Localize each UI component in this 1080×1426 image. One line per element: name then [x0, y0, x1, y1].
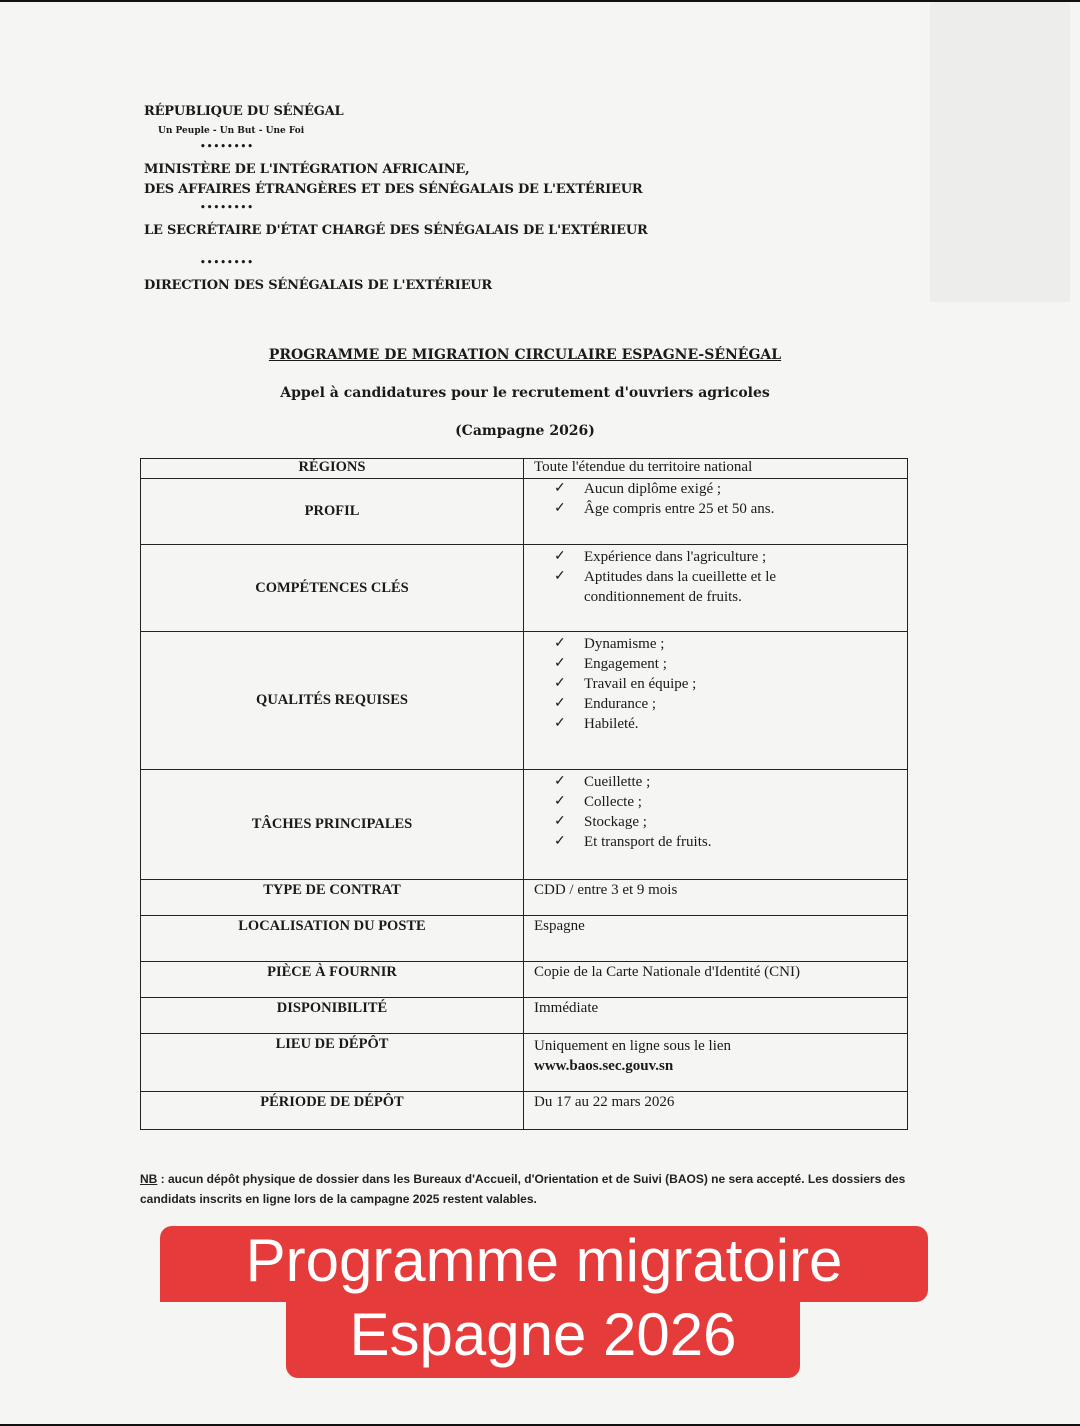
row-label: PROFIL	[141, 479, 524, 545]
check-icon: ✓	[554, 481, 566, 496]
row-label: QUALITÉS REQUISES	[141, 632, 524, 770]
row-value	[524, 479, 908, 545]
separator-stars: ••••••••	[200, 203, 255, 213]
row-value: Toute l'étendue du territoire national	[524, 459, 908, 479]
table-row	[141, 962, 908, 998]
table-row	[141, 459, 908, 479]
row-value	[524, 1034, 908, 1092]
check-icon: ✓	[554, 549, 566, 564]
secretary-heading: LE SECRÉTAIRE D'ÉTAT CHARGÉ DES SÉNÉGALAIS DE L'EXTÉRIEUR	[144, 223, 648, 238]
check-icon: ✓	[554, 794, 566, 809]
row-value: Copie de la Carte Nationale d'Identité (CNI)	[524, 962, 908, 998]
table-row	[141, 880, 908, 916]
program-title: PROGRAMME DE MIGRATION CIRCULAIRE ESPAGNE-SÉNÉGAL	[268, 347, 782, 363]
footnote-key: NB	[140, 1172, 158, 1186]
row-label: PÉRIODE DE DÉPÔT	[141, 1092, 524, 1130]
check-list	[524, 479, 907, 519]
row-label: TÂCHES PRINCIPALES	[141, 770, 524, 880]
table-row	[141, 998, 908, 1034]
footnote-text: : aucun dépôt physique de dossier dans les Bureaux d'Accueil, d'Orientation et de Suivi (BAOS) ne sera accepté. Les dossiers des candidats inscrits en ligne lors de la campagne 2025 restent valables.	[140, 1172, 906, 1206]
table-row	[141, 1092, 908, 1130]
check-icon: ✓	[554, 814, 566, 829]
list-item: ✓ Âge compris entre 25 et 50 ans.	[554, 501, 775, 517]
list-item: ✓ Travail en équipe ;	[554, 676, 697, 692]
check-icon: ✓	[554, 569, 566, 584]
separator-stars: ••••••••	[200, 258, 255, 268]
list-item: ✓ Dynamisme ;	[554, 636, 665, 652]
ministry-line-1: MINISTÈRE DE L'INTÉGRATION AFRICAINE,	[144, 162, 470, 177]
footnote	[140, 1169, 915, 1209]
table-row	[141, 1034, 908, 1092]
check-icon: ✓	[554, 716, 566, 731]
list-item: ✓ Collecte ;	[554, 794, 642, 810]
check-icon: ✓	[554, 656, 566, 671]
background-smudge	[930, 2, 1070, 302]
check-list	[524, 547, 907, 607]
row-value	[524, 545, 908, 632]
row-label: LIEU DE DÉPÔT	[141, 1034, 524, 1092]
check-icon: ✓	[554, 774, 566, 789]
deposit-url: www.baos.sec.gouv.sn	[534, 1058, 674, 1074]
list-item: ✓ Expérience dans l'agriculture ;	[554, 549, 767, 565]
national-motto: Un Peuple - Un But - Une Foi	[158, 126, 305, 136]
row-value: CDD / entre 3 et 9 mois	[524, 880, 908, 916]
row-value: Immédiate	[524, 998, 908, 1034]
call-subtitle: Appel à candidatures pour le recrutement d'ouvriers agricoles	[280, 385, 770, 401]
check-icon: ✓	[554, 636, 566, 651]
caption-banner-line-1: Programme migratoire	[160, 1226, 928, 1302]
row-value	[524, 770, 908, 880]
list-item: ✓ Aucun diplôme exigé ;	[554, 481, 722, 497]
check-icon: ✓	[554, 676, 566, 691]
list-item: conditionnement de fruits.	[584, 589, 742, 605]
row-label: DISPONIBILITÉ	[141, 998, 524, 1034]
row-label: COMPÉTENCES CLÉS	[141, 545, 524, 632]
campaign-year: (Campagne 2026)	[455, 423, 595, 439]
list-item: ✓ Et transport de fruits.	[554, 834, 712, 850]
check-icon: ✓	[554, 501, 566, 516]
list-item: ✓ Engagement ;	[554, 656, 667, 672]
list-item: ✓ Stockage ;	[554, 814, 647, 830]
list-item: ✓ Endurance ;	[554, 696, 657, 712]
row-label: TYPE DE CONTRAT	[141, 880, 524, 916]
row-label: LOCALISATION DU POSTE	[141, 916, 524, 962]
list-item: ✓ Cueillette ;	[554, 774, 651, 790]
row-value: Espagne	[524, 916, 908, 962]
table-row	[141, 770, 908, 880]
check-icon: ✓	[554, 696, 566, 711]
ministry-line-2: DES AFFAIRES ÉTRANGÈRES ET DES SÉNÉGALAIS DE L'EXTÉRIEUR	[144, 182, 643, 197]
row-label: RÉGIONS	[141, 459, 524, 479]
direction-heading: DIRECTION DES SÉNÉGALAIS DE L'EXTÉRIEUR	[144, 278, 493, 293]
check-icon: ✓	[554, 834, 566, 849]
table-row	[141, 545, 908, 632]
check-list	[524, 772, 907, 852]
table-row	[141, 479, 908, 545]
republic-heading: RÉPUBLIQUE DU SÉNÉGAL	[144, 104, 344, 119]
row-value: Du 17 au 22 mars 2026	[524, 1092, 908, 1130]
table-row	[141, 632, 908, 770]
caption-banner-line-2: Espagne 2026	[286, 1300, 800, 1378]
list-item: ✓ Habileté.	[554, 716, 639, 732]
row-value	[524, 632, 908, 770]
row-label: PIÈCE À FOURNIR	[141, 962, 524, 998]
deposit-instruction: Uniquement en ligne sous le lien	[534, 1038, 732, 1054]
separator-stars: ••••••••	[200, 142, 255, 152]
list-item: ✓ Aptitudes dans la cueillette et le	[554, 569, 777, 585]
check-list	[524, 634, 907, 734]
table-row	[141, 916, 908, 962]
requirements-table	[140, 458, 908, 1130]
